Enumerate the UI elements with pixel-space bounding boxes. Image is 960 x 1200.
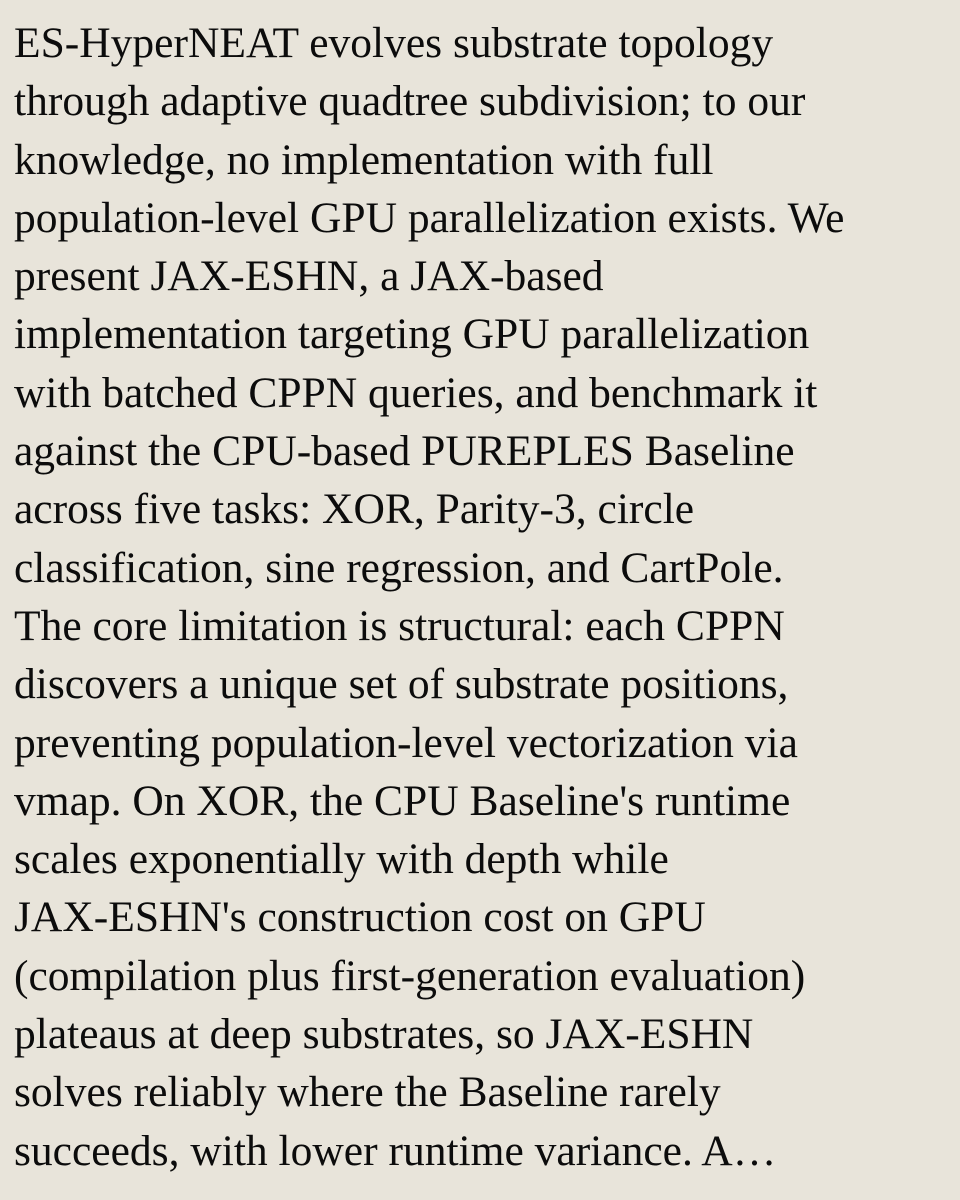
abstract-line: The core limitation is structural: each CPPN — [14, 601, 785, 650]
abstract-line: succeeds, with lower runtime variance. A… — [14, 1126, 777, 1175]
abstract-line: solves reliably where the Baseline rarely — [14, 1068, 721, 1117]
abstract-line: vmap. On XOR, the CPU Baseline's runtime — [14, 776, 791, 825]
abstract-line: scales exponentially with depth while — [14, 835, 669, 884]
abstract-line: preventing population-level vectorization via — [14, 718, 798, 767]
abstract-line: plateaus at deep substrates, so JAX-ESHN — [14, 1010, 754, 1059]
abstract-line: ES-HyperNEAT evolves substrate topology — [14, 19, 774, 67]
abstract-line: JAX-ESHN's construction cost on GPU — [14, 893, 706, 942]
abstract-line: discovers a unique set of substrate positions, — [14, 660, 789, 709]
abstract-line: classification, sine regression, and CartPole. — [14, 543, 784, 592]
abstract-line: (compilation plus first-generation evaluation) — [14, 951, 806, 1000]
abstract-line: knowledge, no implementation with full — [14, 135, 714, 184]
abstract-line: against the CPU-based PUREPLES Baseline — [14, 427, 795, 476]
abstract-line: implementation targeting GPU parallelization — [14, 310, 810, 359]
abstract-line: with batched CPPN queries, and benchmark it — [14, 368, 818, 417]
abstract-line: population-level GPU parallelization exists. We — [14, 193, 845, 242]
abstract-text — [14, 14, 960, 1180]
abstract-line: present JAX-ESHN, a JAX-based — [14, 252, 604, 301]
abstract-line: across five tasks: XOR, Parity-3, circle — [14, 485, 695, 534]
abstract-line: through adaptive quadtree subdivision; to our — [14, 77, 806, 126]
